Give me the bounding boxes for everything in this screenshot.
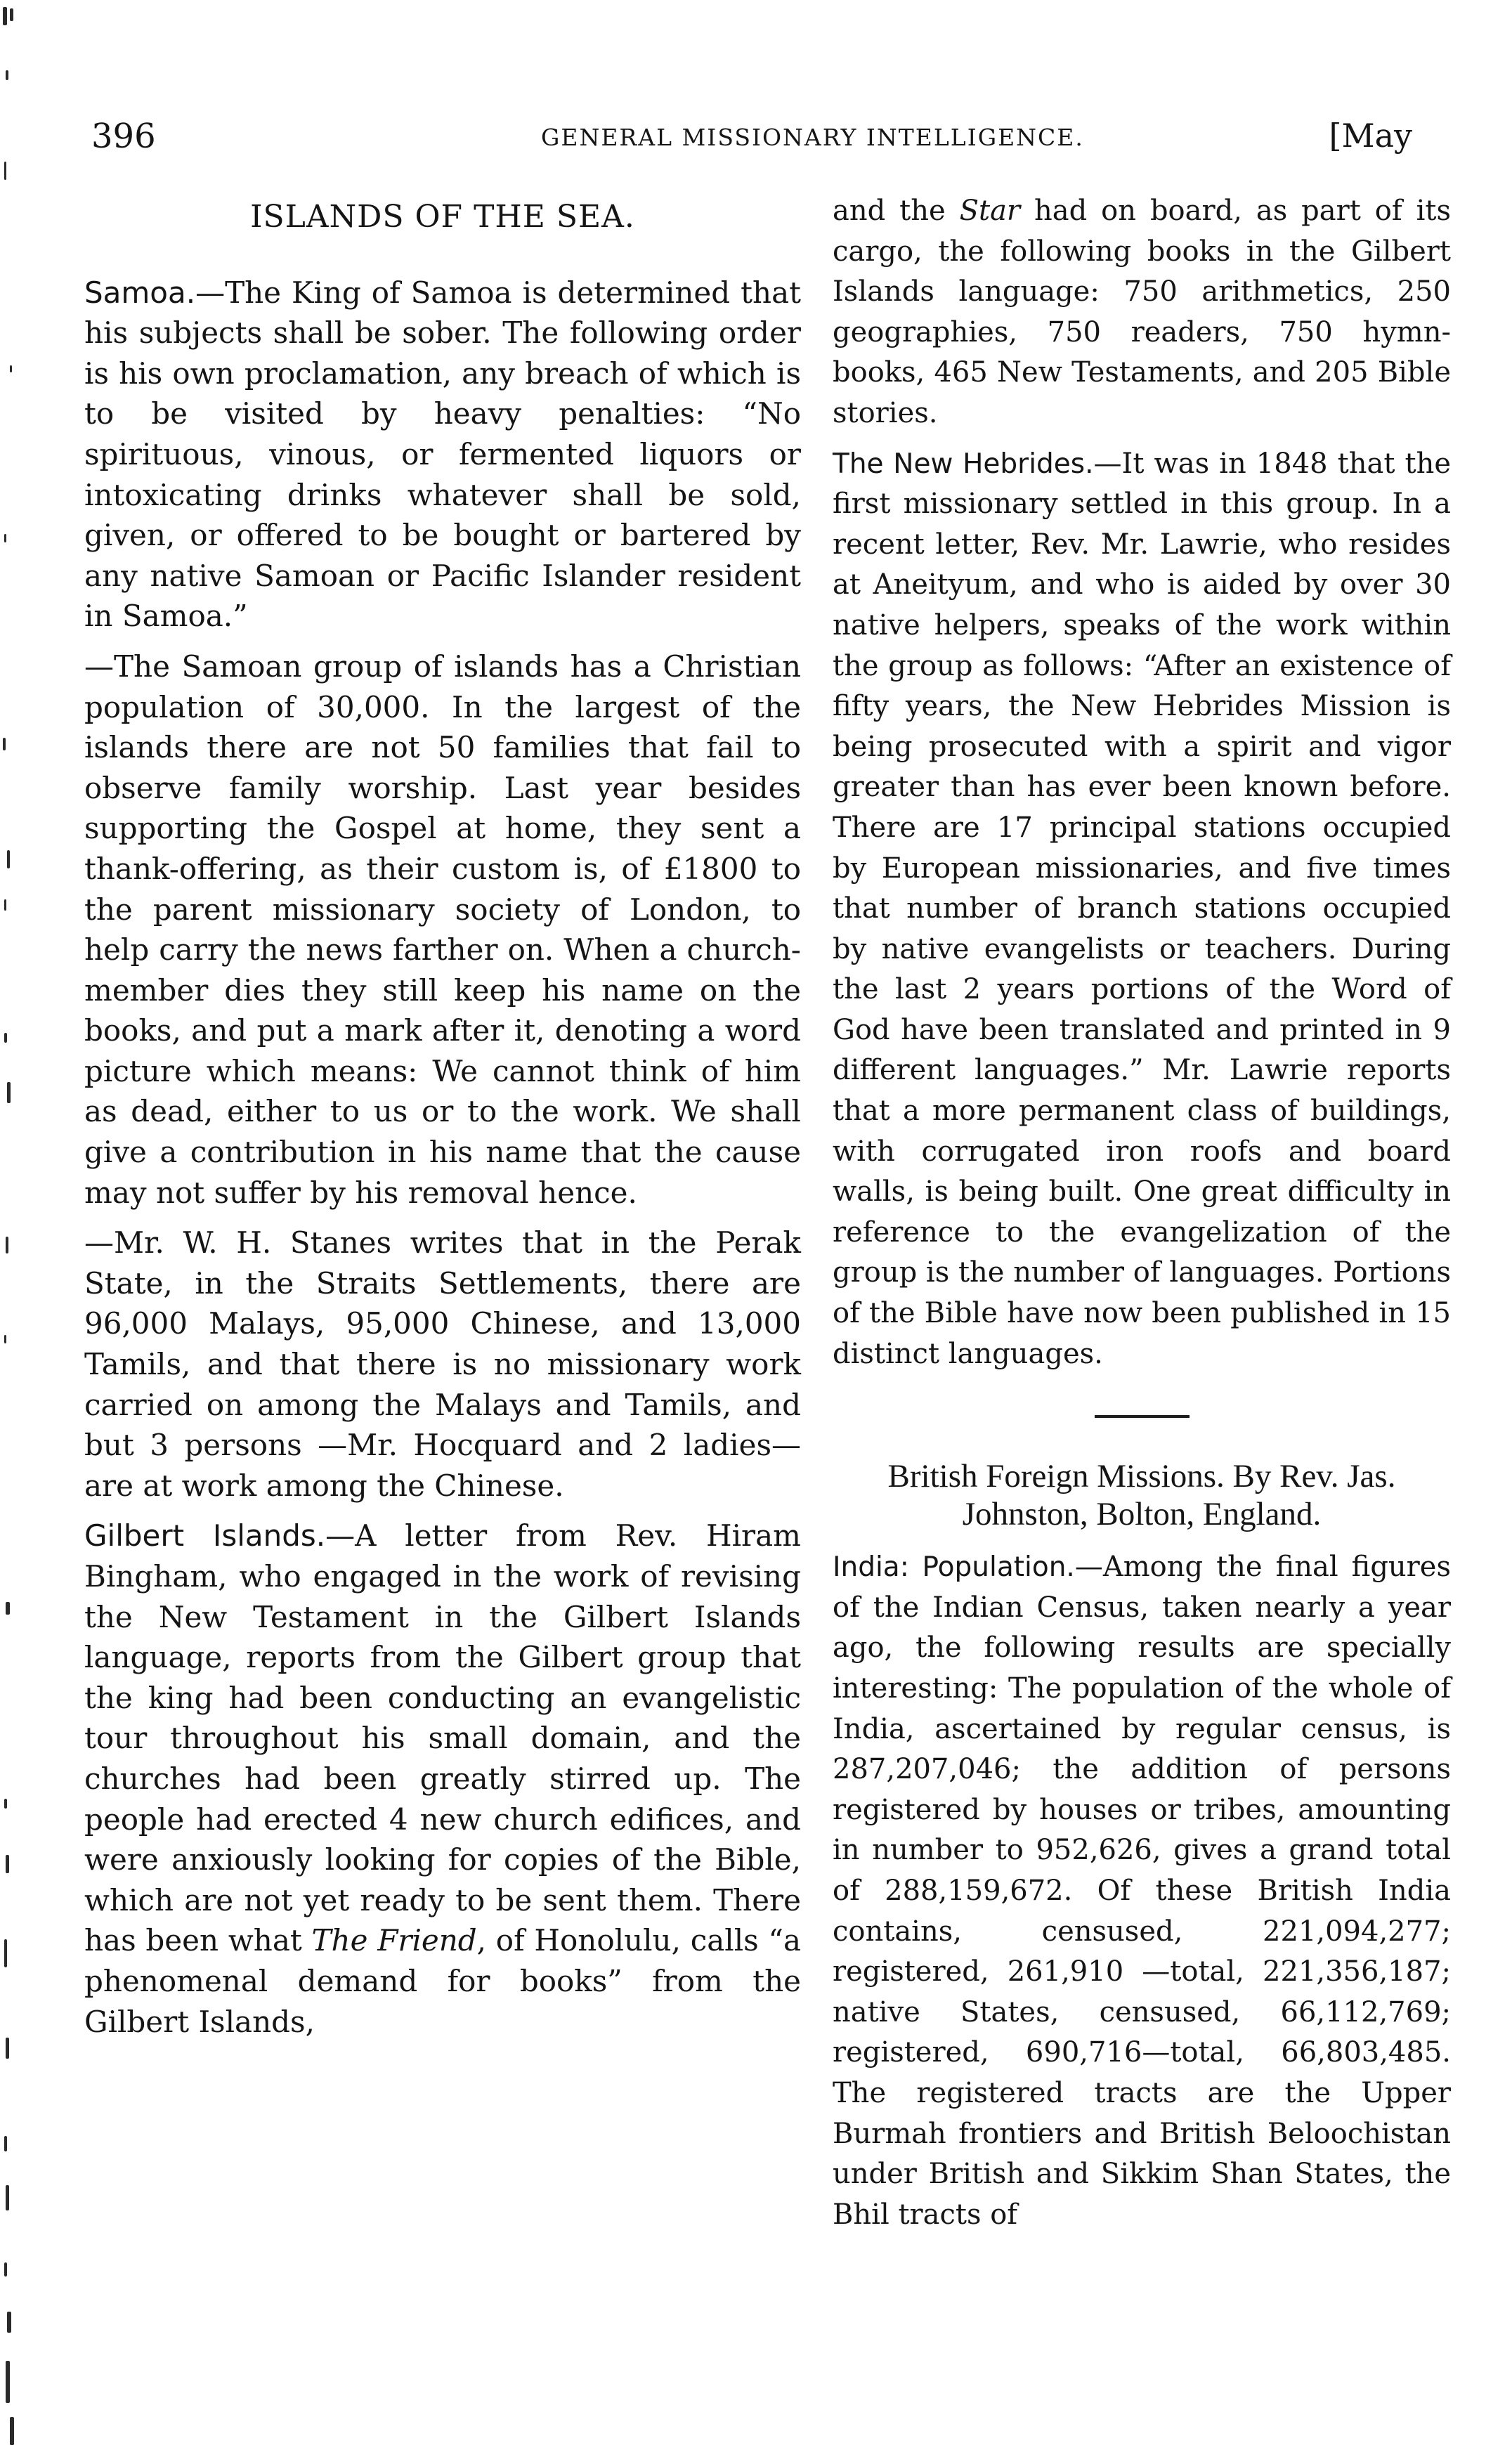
section-title: ISLANDS OF THE SEA. [250, 199, 635, 235]
paragraph-lead: Gilbert Islands. [84, 1518, 326, 1554]
paragraph-stanes: —Mr. W. H. Stanes writes that in the Perak State, in the Straits Settlements, there are 96,000 Malays, 95,000 Chinese, and 13,000 Tamils, and that there is no missionary work carried on among the Malays and Tamils, and but 3 persons —Mr. Hocquard and 2 ladies—are at work among the Chinese. [84, 1225, 801, 1503]
paragraph-text: —A letter from Rev. Hiram Bingham, who engaged in the work of revising the New Testament in the Gilbert Islands language, reports from the Gilbert group that the king had been conducting an evangelistic tour throughout his small domain, and the churches had been greatly stirred up. The people had erected 4 new church edifices, and were anxiously looking for copies of the Bible, which are not yet ready to be sent them. There has been what [84, 1518, 801, 1958]
scan-edge-specks [0, 0, 28, 2462]
paragraph-lead: The New Hebrides. [833, 448, 1094, 480]
paragraph-text: and the [833, 195, 960, 227]
paragraph-lead: Samoa. [84, 275, 196, 310]
paragraph-lead: India: Population. [833, 1551, 1075, 1584]
paragraph-gilbert-islands [84, 1516, 801, 2042]
italic-title: Star [959, 195, 1021, 227]
page-number: 396 [91, 117, 156, 156]
subsection-heading-line: British Foreign Missions. By Rev. Jas. [887, 1458, 1396, 1495]
paragraph-text: , of Honolulu, calls “a phenomenal demand for books” from the Gilbert Islands, [84, 1923, 801, 2039]
right-column [833, 191, 1451, 2245]
running-header [91, 117, 1412, 166]
paragraph-new-hebrides [833, 444, 1451, 1375]
paragraph-samoan-group: —The Samoan group of islands has a Christian population of 30,000. In the largest of the islands there are not 50 families that fail to observe family worship. Last year besides supporting the Gospel at home, they sent a thank-offering, as their custom is, of £1800 to the parent missionary society of London, to help carry the news farther on. When a church-member dies they still keep his name on the books, and put a mark after it, denoting a word picture which means: We cannot think of him as dead, either to us or to the work. We shall give a contribution in his name that the cause may not suffer by his removal hence. [84, 649, 801, 1210]
paragraph-text: —It was in 1848 that the first missionary settled in this group. In a recent letter, Rev. Mr. Lawrie, who resides at Aneityum, and who is aided by over 30 native helpers, speaks of the work within the group as follows: “After an existence of fifty years, the New Hebrides Mission is being prosecuted with a spirit and vigor greater than has ever been known before. There are 17 principal stations occupied by European missionaries, and five times that number of branch stations occupied by native evangelists or teachers. During the last 2 years portions of the Word of God have been translated and printed in 9 different languages.” Mr. Lawrie reports that a more permanent class of buildings, with corrugated iron roofs and board walls, is being built. One great difficulty in reference to the evangelization of the group is the number of languages. Portions of the Bible have now been published in 15 distinct languages. [833, 447, 1451, 1370]
subsection-heading-line: Johnston, Bolton, England. [962, 1496, 1322, 1533]
italic-title: The Friend [311, 1923, 477, 1958]
running-month: [May [1329, 117, 1412, 155]
running-title: GENERAL MISSIONARY INTELLIGENCE. [541, 124, 1084, 151]
paragraph-samoa [84, 273, 801, 637]
section-divider [1095, 1415, 1190, 1418]
paragraph-gilbert-continued [833, 191, 1451, 434]
paragraph-text: —The King of Samoa is determined that his subjects shall be sober. The following order is his own proclamation, any breach of which is to be visited by heavy penalties: “No spirituous, vinous, or fermented liquors or intoxicating drinks whatever shall be sold, given, or offered to be bought or bartered by any native Samoan or Pacific Islander resident in Samoa.” [84, 275, 801, 634]
left-column [84, 191, 801, 2052]
paragraph-text: —Among the final figures of the Indian Census, taken nearly a year ago, the following results are specially interesting: The population of the whole of India, ascertained by regular census, is 287,207,046; the addition of persons registered by houses or tribes, amounting in number to 952,626, gives a grand total of 288,159,672. Of these British India contains, censused, 221,094,277; registered, 261,910 —total, 221,356,187; native States, censused, 66,112,769; registered, 690,716—total, 66,803,485. The registered tracts are the Upper Burmah frontiers and British Beloochistan under British and Sikkim Shan States, the Bhil tracts of [833, 1551, 1452, 2231]
paragraph-india [833, 1547, 1451, 2235]
subsection-heading [833, 1457, 1451, 1533]
paragraph-text: had on board, as part of its cargo, the following books in the Gilbert Islands language: 750 arithmetics, 250 geographies, 750 readers, 750 hymn-books, 465 New Testaments, and 205 Bible stories. [833, 195, 1451, 429]
